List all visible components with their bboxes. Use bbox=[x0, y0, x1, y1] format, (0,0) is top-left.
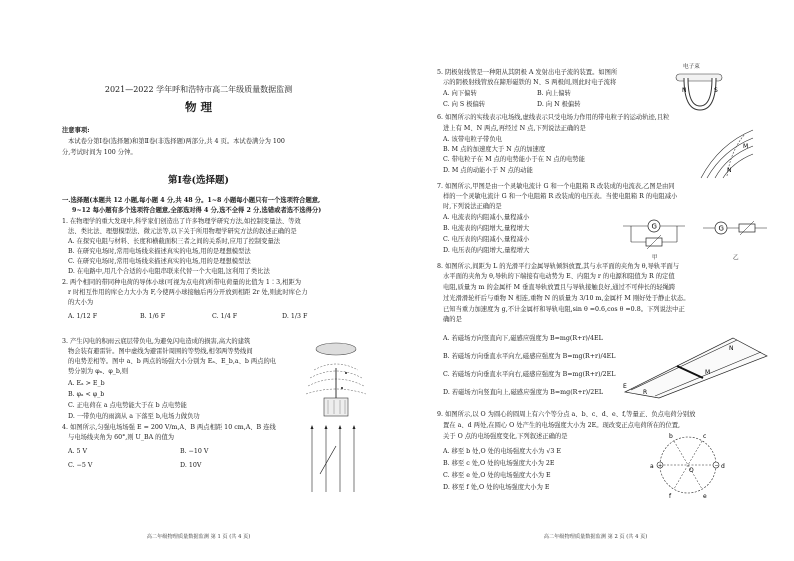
q7-label-yi: 乙 bbox=[733, 255, 739, 261]
q1-option-b: B. 在研究电场时,常用电场线来描述真实的电场,用的是理想模型法 bbox=[68, 248, 251, 255]
q4-option-a: A. 5 V bbox=[68, 448, 88, 455]
q8-option-d: D. 若磁场方向竖直向上,磁感应强度为 B=mg(R+r)/2EL bbox=[443, 389, 604, 396]
q6-stem-1: 6. 如图所示的实线表示电场线,虚线表示只受电场力作用的带电粒子的运动轨迹,且粒 bbox=[437, 114, 670, 121]
svg-text:−: − bbox=[714, 463, 719, 469]
q5-stem-1: 5. 阴极射线管是一种阳从其阴极 A 发射出电子流的装置。如图所 bbox=[437, 69, 618, 76]
q1-option-c: C. 在研究电场时,常用电场线来描述真实的电场,用的是理想模型法 bbox=[68, 258, 251, 265]
q2-option-a: A. 1/12 F bbox=[68, 313, 98, 320]
svg-text:R: R bbox=[643, 389, 648, 396]
q7-circuit-yi-figure bbox=[699, 212, 771, 254]
q5-option-d: D. 向 N 极偏转 bbox=[537, 101, 581, 108]
svg-text:N: N bbox=[729, 345, 734, 352]
q5-option-a: A. 向下偏转 bbox=[443, 90, 477, 97]
q3-option-d: D. 一带负电的雨滴从 a 下落至 b,电场力做负功 bbox=[68, 413, 200, 420]
q6-field-lines-figure bbox=[697, 126, 757, 180]
q8-stem-3: 电阻,质量为 m 的金属杆 M 垂直导轨放置且与导轨接触良好,通过不可伸长的轻绳跨 bbox=[443, 284, 676, 291]
q7-stem-3: 时,下列说法正确的是 bbox=[443, 203, 502, 210]
q3-stem-4: 势分别为 φₐ、φ_b,则 bbox=[68, 368, 129, 375]
q5-figure-label: 电子束 bbox=[683, 64, 700, 70]
q6-stem-2: 进上有 M、N 两点,再经过 N 点,下列说法正确的是 bbox=[443, 125, 586, 132]
q7-option-a: A. 电流表的内阻减小,量程减小 bbox=[443, 214, 530, 221]
q9-stem-2: 置在 a、d 两处,在圆心 O 处产生的电场强度大小为 2E。现改变正点电荷所在的位置, bbox=[443, 422, 681, 429]
svg-text:S: S bbox=[714, 87, 718, 94]
notes-line-2: 分,考试时间为 100 分钟。 bbox=[62, 149, 137, 156]
notes-title: 注意事项: bbox=[62, 127, 90, 134]
svg-text:e: e bbox=[703, 493, 707, 500]
right-page bbox=[397, 0, 794, 561]
q4-option-c: C. −5 V bbox=[68, 462, 93, 469]
svg-text:N: N bbox=[682, 87, 687, 94]
q4-option-b: B. −10 V bbox=[180, 448, 209, 455]
q2-stem-2: r 时相互作用的库仑力大小为 F,今使两小球接触后再分开放到相距 2r 处,则此时库仑力 bbox=[68, 289, 308, 296]
q2-option-c: C. 1/4 F bbox=[212, 313, 238, 320]
q2-stem-1: 2. 两个相同的带同种电荷的导体小球(可视为点电荷)所带电荷量的比值为 1∶3,相距为 bbox=[62, 279, 302, 286]
q3-option-b: B. φₐ < φ_b bbox=[68, 391, 105, 398]
subject-title: 物 理 bbox=[184, 100, 212, 114]
q6-option-b: B. M 点的加速度大于 N 点的加速度 bbox=[443, 146, 546, 153]
svg-text:d: d bbox=[721, 463, 725, 470]
q3-stem-3: 的电势差相等。图中 a、b 两点的场强大小分别为 Eₐ、E_b,a、b 两点的电 bbox=[68, 358, 277, 365]
q8-option-a: A. 若磁场方向竖直向下,磁感应强度为 B=mg(R+r)/4EL bbox=[443, 335, 603, 342]
q8-stem-1: 8. 如图所示,间距为 L 的光滑平行金属导轨倾斜放置,其与水平面的夹角为 θ,导轨平面与 bbox=[437, 263, 680, 270]
q5-option-c: C. 向 S 极偏转 bbox=[443, 101, 486, 108]
q5-stem-2: 示的阴极射线管放在蹄形磁铁的 N、S 两极间,则此时电子流将 bbox=[443, 79, 617, 86]
q3-option-a: A. Eₐ > E_b bbox=[68, 380, 105, 387]
q1-option-d: D. 在电路中,用几个合适的小电阻串联来代替一个大电阻,这利用了类比法 bbox=[68, 268, 270, 275]
q9-option-c: C. 移至 e 处,O 处的电场强度大小为 E bbox=[443, 472, 551, 479]
svg-text:O: O bbox=[689, 467, 694, 474]
q9-option-a: A. 移至 b 处,O 处的电场强度大小为 √3 E bbox=[443, 448, 561, 455]
q3-option-c: C. 正电荷在 a 点电势能大于在 b 点电势能 bbox=[68, 402, 187, 409]
svg-text:M: M bbox=[743, 143, 749, 150]
q5-option-b: B. 向上偏转 bbox=[537, 90, 571, 97]
q3-lightning-rod-figure bbox=[300, 340, 372, 418]
q6-option-d: D. M 点的动能小于 N 点的动能 bbox=[443, 167, 533, 174]
q8-inclined-rails-figure bbox=[617, 322, 777, 400]
svg-text:a: a bbox=[650, 463, 654, 470]
q4-stem-1: 4. 如图所示,匀强电场场强 E = 200 V/m,A、B 两点相距 10 cm,A、B 连线 bbox=[62, 424, 276, 431]
q7-stem-2: 样的一个灵敏电流计 G 和一个电阻箱 R 改装成的电压表。当使电阻箱 R 的电阻减小 bbox=[443, 193, 678, 200]
svg-text:E: E bbox=[623, 383, 627, 390]
q7-option-b: B. 电流表的内阻增大,量程增大 bbox=[443, 225, 530, 232]
q6-option-c: C. 带电粒子在 M 点的电势能小于在 N 点的电势能 bbox=[443, 156, 585, 163]
q1-option-a: A. 在探究电阻与材料、长度和横截面积三者之间的关系时,应用了控制变量法 bbox=[68, 238, 281, 245]
q7-label-jia: 甲 bbox=[652, 255, 658, 261]
q9-circle-charges-figure bbox=[649, 428, 727, 502]
q8-option-c: C. 若磁场方向垂直水平向右,磁感应强度为 B=mg(R+r)/2EL bbox=[443, 371, 616, 378]
q2-stem-3: 的大小为 bbox=[68, 299, 94, 306]
section1-instructions-2: 9~12 每小题有多个选项符合题意,全部选对得 4 分,选不全得 2 分,选错或者选不选得分) bbox=[72, 207, 322, 214]
q7-stem-1: 7. 如图所示,甲图是由一个灵敏电流计 G 和一个电阻箱 R 改装成的电流表,乙图是由同 bbox=[437, 183, 675, 190]
svg-text:c: c bbox=[703, 433, 707, 440]
svg-text:N: N bbox=[727, 167, 732, 174]
q3-stem-2: 物会装有避雷针。图中虚线为避雷针周围的等势线,相邻两等势线间 bbox=[68, 348, 253, 355]
q9-stem-1: 9. 如图所示,以 O 为圆心的圆周上有六个等分点 a、b、c、d、e、f,等量正、负点电荷分别放 bbox=[437, 411, 696, 418]
q8-stem-2: 水平面的夹角为 θ,导轨的下端接有电动势为 E、内阻为 r 的电源和阻值为 R 的定值 bbox=[443, 273, 675, 280]
q2-option-d: D. 1/3 F bbox=[282, 313, 308, 320]
q8-stem-5: 已知当重力加速度为 g,不计金属杆和导轨电阻,sin θ =0.6,cos θ =0.8。下列说法中正 bbox=[443, 306, 685, 313]
q1-stem-2: 法、类比法、理想模型法、微元法等,以下关于所用物理学研究方法的叙述正确的是 bbox=[68, 228, 297, 235]
q6-option-a: A. 该带电粒子带负电 bbox=[443, 136, 502, 143]
q4-field-figure bbox=[300, 422, 360, 494]
q8-option-b: B. 若磁场方向垂直水平向左,磁感应强度为 B=mg(R+r)/4EL bbox=[443, 353, 616, 360]
svg-text:G: G bbox=[651, 222, 657, 231]
q8-stem-6: 确的是 bbox=[443, 316, 462, 323]
q3-stem-1: 3. 产生闪电的积雨云底层带负电,为避免闪电造成的损害,高大的建筑 bbox=[62, 338, 251, 345]
section1-instructions-1: 一.选择题(本题共 12 小题,每小题 4 分,共 48 分。1~8 小题每小题只有一个选项符合题意, bbox=[62, 197, 321, 204]
q5-cathode-tube-figure bbox=[672, 66, 728, 112]
svg-text:f: f bbox=[669, 493, 672, 500]
q7-option-c: C. 电压表的内阻减小,量程减小 bbox=[443, 236, 530, 243]
q1-stem-1: 1. 在物理学的重大发现中,科学家们创造出了许多物理学研究方法,如控制变量法、等效 bbox=[62, 218, 301, 225]
svg-text:M: M bbox=[705, 369, 711, 376]
footer-right: 高二年级物理质量数据监测 第 2 页 (共 4 页) bbox=[543, 534, 648, 540]
section1-title: 第Ⅰ卷(选择题) bbox=[168, 175, 229, 186]
q9-option-d: D. 移至 f 处,O 处的电场强度大小为 E bbox=[443, 484, 550, 491]
svg-text:b: b bbox=[669, 433, 673, 440]
q4-stem-2: 与电场线夹角为 60°,则 U_BA 的值为 bbox=[68, 434, 175, 441]
exam-header: 2021—2022 学年呼和浩特市高二年级质量数据监测 bbox=[104, 85, 293, 94]
q7-circuit-jia-figure bbox=[619, 212, 689, 254]
q7-option-d: D. 电压表的内阻增大,量程增大 bbox=[443, 247, 530, 254]
q4-option-d: D. 10V bbox=[180, 462, 202, 469]
svg-text:G: G bbox=[718, 224, 724, 233]
q9-option-b: B. 移至 c 处,O 处的电场强度大小为 2E bbox=[443, 460, 555, 467]
footer-left: 高二年级物理质量数据监测 第 1 页 (共 4 页) bbox=[146, 534, 251, 540]
q8-stem-4: 过光滑滑轮杆后与重物 N 相连,重物 N 的质量为 3/10 m,金属杆 M 刚好处于静止状态。 bbox=[443, 295, 690, 302]
notes-line-1: 本试卷分第Ⅰ卷(选择题)和第Ⅱ卷(非选择题)两部分,共 4 页。本试卷满分为 100 bbox=[68, 138, 285, 145]
q2-option-b: B. 1/6 F bbox=[140, 313, 166, 320]
q9-stem-3: 关于 O 点的电场强度变化,下列叙述正确的是 bbox=[443, 433, 568, 440]
svg-text:+: + bbox=[658, 463, 663, 469]
